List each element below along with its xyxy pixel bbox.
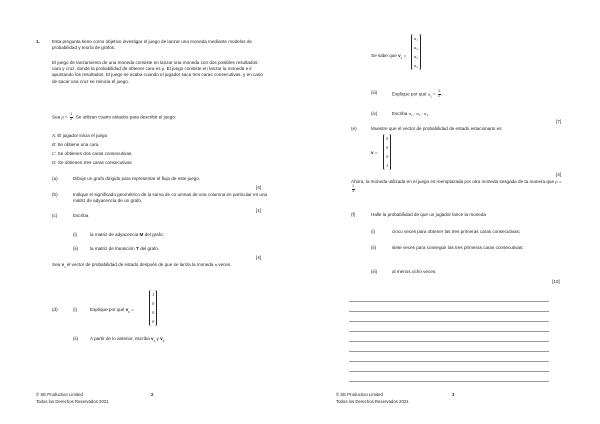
part-d-ii-and: y [156,336,159,341]
part-iii-label: (iii) [371,90,378,95]
one-half-fraction: $\frac{1}{2}$ [438,89,441,98]
v0-entry: 0 [152,310,155,315]
part-c-ii-label: (ii) [73,246,79,251]
one-half-fraction: $\frac{1}{2}$ [70,112,73,121]
answer-line[interactable] [349,301,549,302]
part-f-mark: [10] [552,279,560,284]
part-c-i-desc: la matriz de adyacencia [90,232,139,237]
vn-definition-post: veces. [218,262,232,267]
v-stationary: v = [371,150,378,155]
v0-column [149,290,157,326]
part-iv-text: Escriba a₂ : a₃ : a₄. [392,111,430,116]
part-c-ii-desc: la matriz de transición [90,246,135,251]
state-description: : El jugador inicia el juego [54,133,108,138]
part-d-ii-label: (ii) [73,336,79,341]
state-c [52,151,132,157]
part-b-mark: [1] [256,208,262,213]
part-f-i-text: cinco veces para obtener las tres primeras caras consecutivas; [392,229,521,234]
part-c-i-label: (i) [73,232,78,237]
p-definition-pre: Sea [52,114,61,120]
part-c-ii-text [90,246,159,252]
part-c-ii-post: del grafo. [140,246,160,251]
part-f-ii-label: (ii) [371,245,377,250]
answer-line[interactable] [349,351,549,352]
right-footer-copyright: © SE Production Limited [336,392,383,397]
part-a-mark: [4] [256,185,262,190]
part-iv-label: (iv) [371,111,378,116]
matrix-t-symbol: T [135,246,139,251]
known-v1-text: Se sabe que [371,53,397,58]
p-symbol: p [161,66,165,72]
left-footer-copyright: © SE Production Limited [36,392,83,397]
p-definition-post: . Se utilizan cuatro estados para describir el juego: [73,114,177,120]
n-symbol: n [214,262,217,267]
question-number: 1. [36,39,40,44]
vn-symbol: v [61,262,65,267]
biased-coin-text: Ahora, la moneda utilizada en el juego es reemplazada por otra moneda sesgada de ta manera que [351,179,555,184]
part-a-text: Dibuje un grafo dirigido para representar el flujo de este juego. [73,176,201,181]
part-c-mark: [4] [256,255,262,260]
answer-line[interactable] [349,371,549,372]
left-footer-rights: Todos los Derechos Reservados 2021 [36,399,109,404]
v0-entry: 1 [152,292,155,297]
intro-paragraph-2-text: El juego de lanzamiento de una moneda consiste en lanzar una moneda con dos posibles resultados: cara y cruz, donde la probabilidad de obtener cara es [52,60,259,72]
v1-vector [411,34,421,70]
one-third-fraction: $\frac{1}{3}$ [352,184,355,193]
part-f-iii-label: (iii) [371,269,378,274]
state-symbol: D [52,160,56,165]
vstat-entry: 1 [386,163,389,168]
part-b-label: (b) [52,192,58,197]
part-f-ii-text: siete veces para conseguir las tres primeras caras consecutivas; [392,245,524,250]
state-description: : Se obtienen dos caras consecutivas. [55,151,133,156]
part-d-i-text: Explique por qué $v_0$ = [90,307,134,314]
intro-paragraph-2 [52,60,267,85]
part-iii-desc: Explique por qué [392,91,427,97]
intro-paragraph-1: Esta pregunta tiene como objetivo investigar el juego de lanzar una moneda mediante modelos de probabilidad y teoría de grafos. [52,39,252,51]
p-definition: Sea p = $\frac{1}{2}$ . Se utilizan cuatro estados para describir el juego: [52,112,177,121]
part-e-label: (e) [351,126,357,131]
v1-entry: a₁ [414,36,418,41]
part-iv-mark: [7] [556,119,562,124]
part-e-text: Muestre que el vector de probabilidad de estado estacionario es [371,126,502,131]
state-d [52,160,132,166]
state-description: : Se obtiene una cara [54,142,99,147]
part-c-label: (c) [52,213,58,218]
part-c-i-post: del grafo; [144,232,164,237]
left-page-number: 2 [151,392,154,397]
part-d-ii-text: A partir de lo anterior, escriba $v_1$ y $v_2$. [90,336,166,343]
part-f-label: (f) [351,212,356,217]
part-d-i-label: (i) [73,307,78,312]
part-e-mark: [4] [556,172,562,177]
part-iv-desc: Escriba [392,111,408,116]
v1-entry: a₂ [414,45,418,50]
part-f-text: Halle la probabilidad de que un jugador lance la moneda [371,212,486,217]
ratio-symbol: a₂ : a₃ : a₄ [408,111,428,116]
vn-definition-pre: Sea [52,262,61,267]
known-v1: Se sabe que $v_1$ = [371,53,407,60]
state-a [52,133,107,139]
v1-column [411,34,421,70]
part-c-text: Escriba [73,213,89,218]
answer-line[interactable] [349,361,549,362]
v1-entry: a₃ [414,54,418,59]
part-b-text: Indique el significado geométrico de la suma de co umnas de una columna en particular en una matriz de adyacencia de un grafo. [73,192,268,204]
vn-definition: Sea $v_n$ el vector de probabilidad de estado después de que se lanza la moneda n veces. [52,262,232,269]
answer-line[interactable] [349,321,549,322]
state-symbol: A [52,133,55,138]
part-d-ii-desc: A partir de lo anterior, escriba [90,336,150,341]
vstat-entry: 0 [386,136,389,141]
vstat-vector [383,134,391,170]
part-f-i-label: (i) [371,229,376,234]
v0-entry: 0 [152,301,155,306]
vstat-entry: 0 [386,145,389,150]
part-iii-text: Explique por qué $a_1$ = $\frac{1}{2}$ . [392,89,443,99]
part-c-i-text [90,232,164,238]
intro-paragraph-2-cont: . El juego consiste en lanzar la moneda e ir apuntando los resultados. El juego se acaba cuando el jugador saca tres caras consecutivas, y en caso de sacar una cruz se reinicia el juego. [52,66,263,84]
vstat-entry: 0 [386,154,389,159]
state-symbol: C [52,151,56,156]
p-symbol: p [61,114,64,120]
answer-line[interactable] [349,331,549,332]
answer-line[interactable] [349,341,549,342]
part-d-label: (d) [52,307,58,312]
state-b [52,142,99,148]
matrix-m-symbol: M [139,232,144,237]
part-a-label: (a) [52,176,58,181]
part-f-iii-text: al menos ocho veces. [392,269,437,274]
part-d-i-desc: Explique por qué [90,307,125,312]
state-symbol: B [52,142,55,147]
right-footer-rights: Todos los Derechos Reservados 2021 [336,399,409,404]
biased-coin-paragraph: Ahora, la moneda utilizada en el juego es reemplazada por otra moneda sesgada de ta manera que p = $\frac{1}{3}$ . [351,179,562,193]
v0-vector [149,290,157,326]
right-page-number: 3 [452,392,455,397]
answer-line[interactable] [349,381,549,382]
vstat-column [383,134,391,170]
v1-entry: a₄ [414,63,418,68]
v0-entry: 0 [152,319,155,324]
state-description: : Se obtienen tres caras consecutivas [55,160,132,165]
answer-line[interactable] [349,311,549,312]
vn-definition-mid: el vector de probabilidad de estado después de que se lanza la moneda [66,262,214,267]
